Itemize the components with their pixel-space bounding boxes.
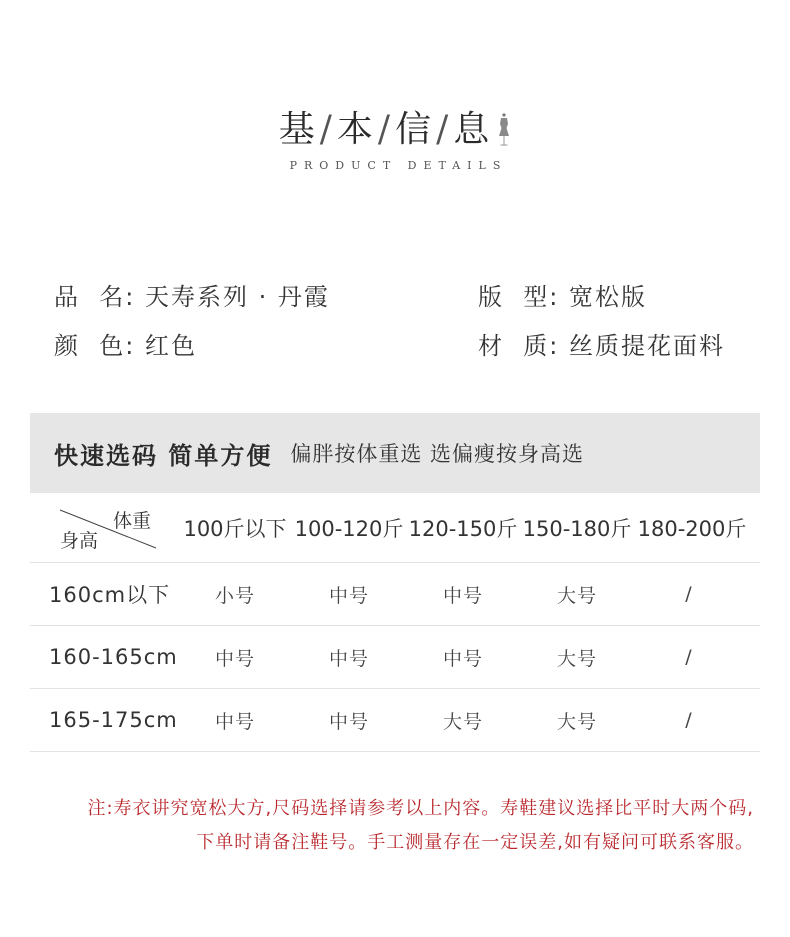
title-separator: /	[377, 109, 393, 150]
size-cell: 中号	[328, 710, 369, 733]
info-material	[478, 331, 725, 361]
size-cell: 小号	[214, 584, 255, 607]
page-subtitle: PRODUCT DETAILS	[289, 159, 508, 172]
banner-title: 快速选码 简单方便	[54, 441, 273, 470]
size-cell: /	[685, 646, 693, 668]
banner-subtitle: 偏胖按体重选 选偏瘦按身高选	[290, 442, 585, 466]
size-cell: 中号	[442, 584, 483, 607]
table-row	[30, 689, 760, 752]
info-color-value: 红色	[144, 332, 197, 360]
row-label: 160-165cm	[49, 645, 178, 669]
table-row	[30, 626, 760, 689]
column-header: 150-180斤	[522, 516, 632, 541]
size-cell: 大号	[442, 710, 483, 733]
info-material-label: 材 质:	[478, 332, 560, 360]
dress-form-icon	[497, 112, 511, 148]
size-cell: 大号	[556, 647, 597, 670]
info-name-label: 品 名:	[54, 283, 136, 311]
title-char: 信	[395, 109, 434, 150]
info-fit-value: 宽松版	[568, 283, 647, 311]
title-char: 本	[336, 109, 375, 150]
size-cell: 中号	[442, 647, 483, 670]
corner-diagonal-line	[30, 493, 180, 562]
size-cell: 中号	[214, 647, 255, 670]
info-name	[54, 282, 330, 312]
title-char: 基	[278, 109, 317, 150]
column-header: 180-200斤	[637, 516, 747, 541]
size-cell: /	[685, 583, 693, 605]
info-name-value: 天寿系列 · 丹霞	[144, 283, 330, 311]
corner-cell	[30, 493, 180, 562]
info-color	[54, 331, 197, 361]
row-label: 165-175cm	[49, 708, 178, 732]
page-title	[279, 105, 511, 155]
size-cell: 中号	[214, 710, 255, 733]
table-row	[30, 563, 760, 626]
column-header: 120-150斤	[408, 516, 518, 541]
column-header: 100斤以下	[183, 516, 287, 541]
title-separator: /	[319, 109, 334, 150]
size-cell: 中号	[328, 584, 369, 607]
quick-size-banner	[30, 413, 760, 493]
section-header	[0, 105, 790, 172]
note-line-2: 下单时请备注鞋号。手工测量存在一定误差,如有疑问可联系客服。	[196, 832, 754, 853]
note-line-1: 注:寿衣讲究宽松大方,尺码选择请参考以上内容。寿鞋建议选择比平时大两个码,	[87, 798, 754, 819]
info-color-label: 颜 色:	[54, 332, 136, 360]
size-cell: 大号	[556, 584, 597, 607]
info-material-value: 丝质提花面料	[568, 332, 725, 360]
title-separator: /	[436, 109, 451, 150]
table-header-row	[30, 493, 760, 563]
title-char: 息	[453, 109, 492, 150]
size-cell: 大号	[556, 710, 597, 733]
info-fit-label: 版 型:	[478, 283, 560, 311]
row-label: 160cm以下	[49, 583, 171, 607]
corner-weight-label: 体重	[113, 510, 152, 532]
size-cell: 中号	[328, 647, 369, 670]
info-fit	[478, 282, 647, 312]
size-cell: /	[685, 709, 693, 731]
column-header: 100-120斤	[294, 516, 404, 541]
corner-height-label: 身高	[60, 530, 99, 552]
size-table	[30, 493, 760, 752]
